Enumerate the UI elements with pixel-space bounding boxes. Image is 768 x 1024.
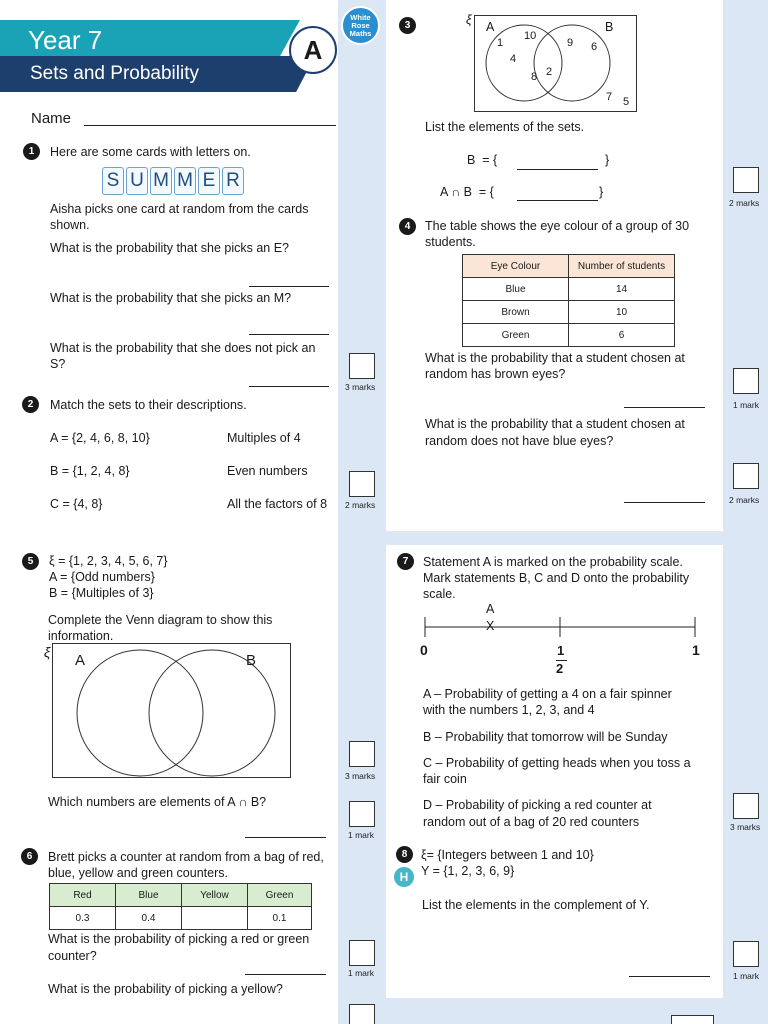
table-cell: Green (463, 324, 569, 347)
q8-set-y: Y = {1, 2, 3, 6, 9} (421, 864, 515, 878)
q5-set-b: B = {Multiples of 3} (49, 586, 154, 600)
letter-card: M (174, 167, 196, 195)
table-header: Red (50, 884, 116, 907)
q3-value: 10 (524, 30, 537, 42)
question-number-5: 5 (22, 553, 39, 570)
level-letter: A (303, 34, 323, 65)
q8-question: List the elements in the complement of Y. (422, 898, 650, 912)
letter-card: M (150, 167, 172, 195)
q7-statement-c-line1: C – Probability of getting heads when you toss a (423, 756, 691, 770)
q6-part-b: What is the probability of picking a yellow? (48, 982, 283, 996)
q3-value: 6 (591, 41, 598, 53)
q2-intro: Match the sets to their descriptions. (50, 398, 247, 412)
table-row (463, 278, 675, 301)
q4-part-b-line2: random does not have blue eyes? (425, 434, 614, 448)
q1-line2: shown. (50, 218, 90, 232)
name-field[interactable] (84, 125, 336, 126)
q5-question: Which numbers are elements of A ∩ B? (48, 795, 267, 809)
q5-answer-line[interactable] (245, 837, 326, 838)
table-cell-blank[interactable] (182, 907, 248, 930)
q3-value: 8 (531, 71, 538, 83)
q7-intro-line3: scale. (423, 587, 456, 601)
q5-universal-symbol: ξ (44, 644, 51, 660)
q3-label-a: A (486, 20, 495, 34)
scale-label-zero: 0 (420, 642, 428, 658)
topic-title: Sets and Probability (30, 63, 199, 84)
q8-universal-set: ξ= {Integers between 1 and 10} (421, 848, 594, 862)
q7-mark-box[interactable] (733, 793, 759, 819)
q5-label-a: A (75, 652, 86, 669)
q5-set-a: A = {Odd numbers} (49, 570, 155, 584)
q7-intro-line1: Statement A is marked on the probability scale. (423, 555, 683, 569)
scale-marker-label-a: A (486, 602, 495, 616)
q4b-answer-line[interactable] (624, 502, 705, 503)
q2-desc-1[interactable]: Multiples of 4 (227, 431, 301, 445)
q5-instruction-line2: information. (48, 629, 114, 643)
q3-value: 9 (567, 37, 574, 49)
higher-badge: H (394, 867, 414, 887)
question-number-1: 1 (23, 143, 40, 160)
q3-value: 2 (546, 66, 553, 78)
q5-instruction-line1: Complete the Venn diagram to show this (48, 613, 273, 627)
question-number-6: 6 (21, 848, 38, 865)
q7-marks: 3 marks (730, 822, 761, 832)
q4-part-a-line2: random has brown eyes? (425, 367, 566, 381)
q2-set-a: A = {2, 4, 6, 8, 10} (50, 431, 150, 445)
table-header-row (50, 884, 312, 907)
q2-mark-box[interactable] (349, 471, 375, 497)
question-number-8: 8 (396, 846, 413, 863)
q3-value: 4 (510, 53, 517, 65)
letter-card: U (126, 167, 148, 195)
q5b-mark-box[interactable] (349, 801, 375, 827)
q7-statement-a-line1: A – Probability of getting a 4 on a fair spinner (423, 687, 672, 701)
q1-part-a: What is the probability that she picks an E? (50, 241, 290, 255)
scale-label-half-den: 2 (556, 661, 564, 676)
question-number-4: 4 (399, 218, 416, 235)
q5-label-b: B (246, 652, 257, 669)
q8-mark-box[interactable] (733, 941, 759, 967)
table-cell: 10 (569, 301, 675, 324)
q1-marks: 3 marks (345, 382, 376, 392)
letter-card: E (198, 167, 220, 195)
q1-part-c-line1: What is the probability that she does not pick an (50, 341, 316, 355)
q1-part-c-line2: S? (50, 357, 66, 371)
q3-venn-diagram (474, 15, 638, 113)
letter-card: S (102, 167, 124, 195)
q6a-answer-line[interactable] (245, 974, 326, 975)
table-cell: Blue (463, 278, 569, 301)
q1c-answer-line[interactable] (249, 386, 329, 387)
q2-desc-2[interactable]: Even numbers (227, 464, 308, 478)
q8-answer-line[interactable] (629, 976, 710, 977)
q3-label-b: B (605, 20, 614, 34)
logo-word-1: White (350, 12, 371, 22)
q7-statement-a-line2: with the numbers 1, 2, 3, and 4 (423, 703, 595, 717)
right-margin-column (723, 0, 768, 1024)
scale-marker-a: X (486, 619, 495, 633)
q7-statement-d-line1: D – Probability of picking a red counter at (423, 798, 652, 812)
q6-marks: 1 mark (348, 968, 374, 978)
q4b-marks: 2 marks (729, 495, 760, 505)
logo-word-2: Rose (351, 20, 370, 30)
question-number-2: 2 (22, 396, 39, 413)
q1b-answer-line[interactable] (249, 334, 329, 335)
q6-part-a-line1: What is the probability of picking a red or green (48, 932, 310, 946)
year-title: Year 7 (28, 25, 103, 55)
table-header: Blue (116, 884, 182, 907)
q4b-mark-box[interactable] (733, 463, 759, 489)
q4-part-a-line1: What is the probability that a student chosen at (425, 351, 685, 365)
table-cell: Brown (463, 301, 569, 324)
white-rose-maths-logo (341, 6, 380, 45)
question-number-7: 7 (397, 553, 414, 570)
next-page-box (671, 1015, 714, 1024)
q5b-marks: 1 mark (348, 830, 374, 840)
q1-mark-box[interactable] (349, 353, 375, 379)
q3-set-b-answer[interactable] (517, 169, 598, 170)
q6-mark-box[interactable] (349, 940, 375, 966)
q6-part-a-line2: counter? (48, 949, 97, 963)
table-row (463, 301, 675, 324)
table-cell: 14 (569, 278, 675, 301)
q3-intersection-close: } (599, 185, 604, 199)
table-header: Number of students (569, 255, 675, 278)
q6-intro-line2: blue, yellow and green counters. (48, 866, 228, 880)
gutter-band (386, 531, 723, 545)
q3-intersection-answer[interactable] (517, 200, 598, 201)
q3-set-b-close: } (605, 153, 610, 167)
q5a-marks: 3 marks (345, 771, 376, 781)
scale-label-one: 1 (692, 642, 700, 658)
q1-intro: Here are some cards with letters on. (50, 145, 251, 159)
q3-value: 5 (623, 96, 630, 108)
name-label: Name (31, 110, 72, 127)
q3-set-b-label: B = { (467, 153, 498, 167)
q2-desc-3[interactable]: All the factors of 8 (227, 497, 328, 511)
q5a-mark-box[interactable] (349, 741, 375, 767)
q3-marks: 2 marks (729, 198, 760, 208)
level-badge (289, 26, 337, 74)
table-cell: 0.3 (50, 907, 116, 930)
q3-intersection-label: A ∩ B = { (440, 185, 494, 199)
q4-intro-line1: The table shows the eye colour of a group of 30 (425, 219, 690, 233)
table-header: Eye Colour (463, 255, 569, 278)
q3-value: 1 (497, 37, 504, 49)
q6-counter-table (49, 883, 312, 930)
table-cell: 0.1 (248, 907, 312, 930)
left-margin-column (338, 0, 386, 1024)
q4a-mark-box[interactable] (733, 368, 759, 394)
q2-set-c: C = {4, 8} (50, 497, 103, 511)
q4-eye-colour-table (462, 254, 675, 347)
q4-intro-line2: students. (425, 235, 476, 249)
q6b-mark-box[interactable] (349, 1004, 375, 1024)
table-header-row (463, 255, 675, 278)
q3-universal-symbol: ξ (466, 13, 472, 27)
q1-part-b: What is the probability that she picks an M? (50, 291, 292, 305)
table-header: Green (248, 884, 312, 907)
q7-statement-d-line2: random out of a bag of 20 red counters (423, 815, 640, 829)
table-row (463, 324, 675, 347)
q7-intro-line2: Mark statements B, C and D onto the probability (423, 571, 690, 585)
q6-intro-line1: Brett picks a counter at random from a bag of red, (48, 850, 324, 864)
table-row (50, 907, 312, 930)
table-cell: 0.4 (116, 907, 182, 930)
q5-universal-set: ξ = {1, 2, 3, 4, 5, 6, 7} (49, 554, 168, 568)
q4a-answer-line[interactable] (624, 407, 705, 408)
probability-scale[interactable] (420, 612, 702, 642)
table-header: Yellow (182, 884, 248, 907)
q3-instruction: List the elements of the sets. (425, 120, 585, 134)
question-number-3: 3 (399, 17, 416, 34)
q3-value: 7 (606, 91, 613, 103)
letter-cards (102, 167, 246, 195)
q2-marks: 2 marks (345, 500, 376, 510)
q4-part-b-line1: What is the probability that a student chosen at (425, 417, 685, 431)
letter-card: R (222, 167, 244, 195)
q1a-answer-line[interactable] (249, 286, 329, 287)
q3-mark-box[interactable] (733, 167, 759, 193)
q7-statement-b: B – Probability that tomorrow will be Sunday (423, 730, 668, 744)
table-cell: 6 (569, 324, 675, 347)
scale-label-half-num: 1 (557, 643, 565, 658)
q1-line1: Aisha picks one card at random from the cards (50, 202, 309, 216)
q4a-marks: 1 mark (733, 400, 759, 410)
q8-marks: 1 mark (733, 971, 759, 981)
logo-word-3: Maths (349, 28, 372, 38)
q2-set-b: B = {1, 2, 4, 8} (50, 464, 130, 478)
q7-statement-c-line2: fair coin (423, 772, 467, 786)
